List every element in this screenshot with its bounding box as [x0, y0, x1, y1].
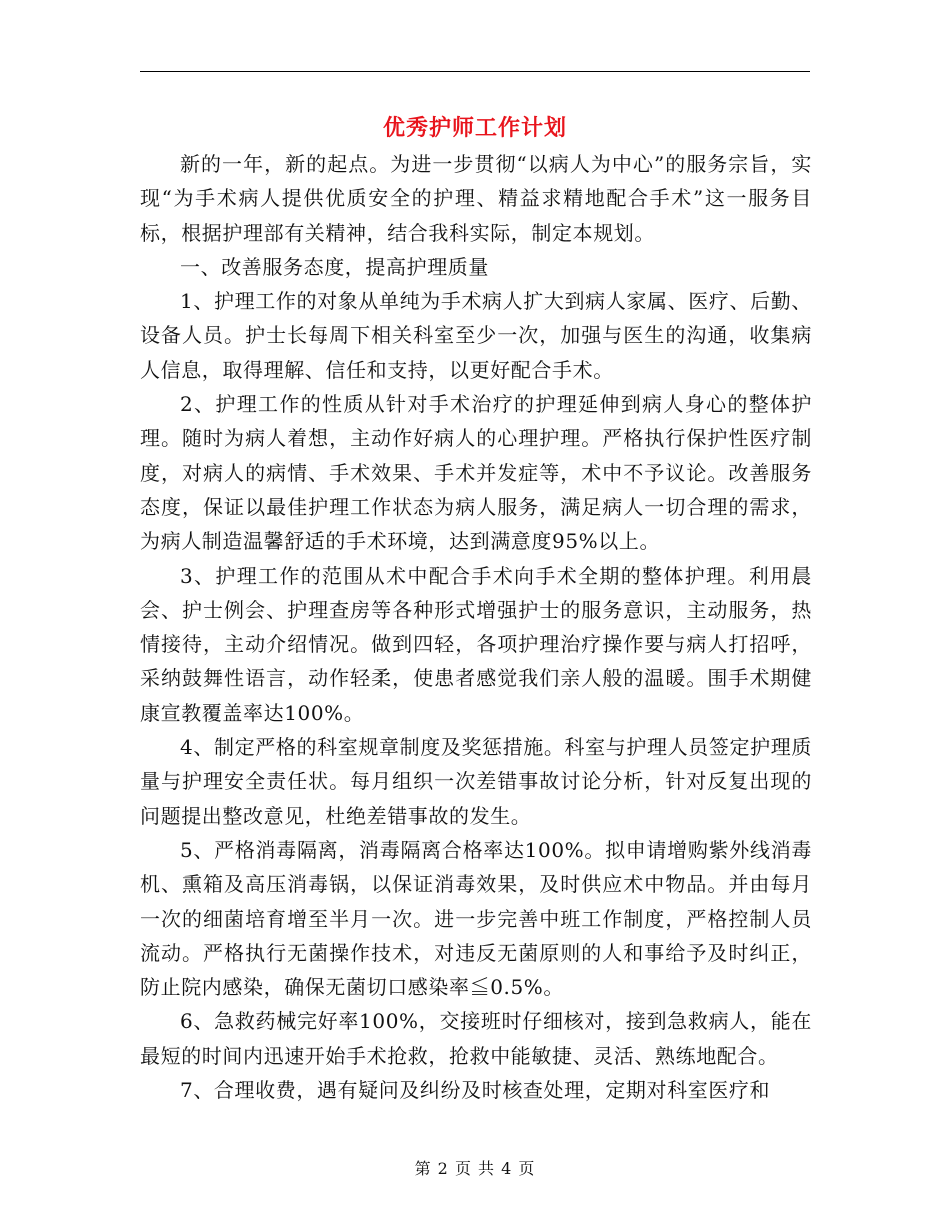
paragraph-item-2: 2、护理工作的性质从针对手术治疗的护理延伸到病人身心的整体护理。随时为病人着想，主动作好病人的心理护理。严格执行保护性医疗制度，对病人的病情、手术效果、手术并发症等，术中不予议论。改善服务态度，保证以最佳护理工作状态为病人服务，满足病人一切合理的需求，为病人制造温馨舒适的手术环境，达到满意度95%以上。 — [140, 392, 812, 554]
paragraph-item-7: 7、合理收费，遇有疑问及纠纷及时核查处理，定期对科室医疗和 — [180, 1078, 771, 1103]
document-title: 优秀护师工作计划 — [382, 115, 567, 141]
header-rule — [140, 71, 810, 72]
page-number: 第 2 页 共 4 页 — [414, 1159, 536, 1178]
paragraph-item-5: 5、严格消毒隔离，消毒隔离合格率达100%。拟申请增购紫外线消毒机、熏箱及高压消毒锅，以保证消毒效果，及时供应术中物品。并由每月一次的细菌培育增至半月一次。进一步完善中班工作制度，严格控制人员流动。严格执行无菌操作技术，对违反无菌原则的人和事给予及时纠正，防止院内感染，确保无菌切口感染率≦0.5%。 — [140, 837, 812, 1000]
paragraph-item-1: 1、护理工作的对象从单纯为手术病人扩大到病人家属、医疗、后勤、设备人员。护士长每周下相关科室至少一次，加强与医生的沟通，收集病人信息，取得理解、信任和支持，以更好配合手术。 — [140, 289, 812, 382]
document-body — [140, 147, 812, 1107]
paragraph-intro: 新的一年，新的起点。为进一步贯彻“以病人为中心”的服务宗旨，实现“为手术病人提供优质安全的护理、精益求精地配合手术”这一服务目标，根据护理部有关精神，结合我科实际，制定本规划。 — [140, 152, 812, 245]
paragraph-item-6: 6、急救药械完好率100%，交接班时仔细核对，接到急救病人，能在最短的时间内迅速开始手术抢救，抢救中能敏捷、灵活、熟练地配合。 — [140, 1009, 812, 1068]
paragraph-item-4: 4、制定严格的科室规章制度及奖惩措施。科室与护理人员签定护理质量与护理安全责任状。每月组织一次差错事故讨论分析，针对反复出现的问题提出整改意见，杜绝差错事故的发生。 — [140, 735, 812, 828]
paragraph-item-3: 3、护理工作的范围从术中配合手术向手术全期的整体护理。利用晨会、护士例会、护理查房等各种形式增强护士的服务意识，主动服务，热情接待，主动介绍情况。做到四轻，各项护理治疗操作要与病人打招呼，采纳鼓舞性语言，动作轻柔，使患者感觉我们亲人般的温暖。围手术期健康宣教覆盖率达100%。 — [140, 563, 812, 725]
section-heading-1: 一、改善服务态度，提高护理质量 — [180, 254, 489, 279]
